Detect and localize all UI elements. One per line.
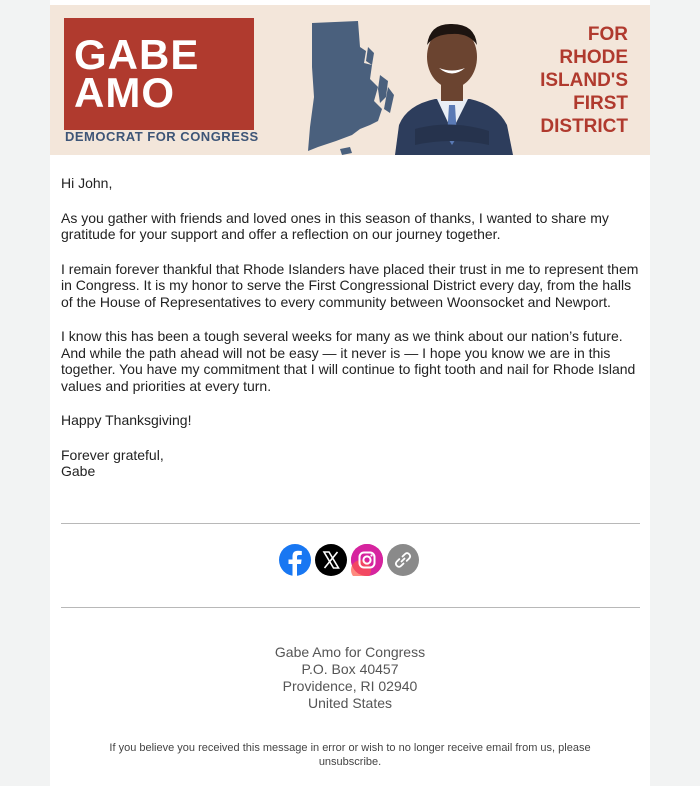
message-paragraph: As you gather with friends and loved ones in this season of thanks, I wanted to share my gratitude for your support and offer a reflection on our journey together. (61, 209, 609, 242)
closing-line: Happy Thanksgiving! (61, 412, 192, 428)
header-banner (50, 5, 650, 155)
footer-address (50, 644, 650, 712)
campaign-logo (64, 18, 254, 130)
x-icon[interactable] (315, 544, 347, 576)
signoff: Forever grateful, Gabe (61, 446, 164, 479)
district-heading: FOR RHODE ISLAND'S FIRST DISTRICT (540, 24, 628, 137)
message-body (61, 175, 641, 498)
divider (61, 523, 640, 524)
instagram-icon[interactable] (351, 544, 383, 576)
message-paragraph: I remain forever thankful that Rhode Islanders have placed their trust in me to represent them in Congress. It is my honor to serve the First Congressional District every day, from the halls of the House of Representatives to every community between Woonsocket and Newport. (61, 260, 639, 310)
social-links (279, 544, 419, 576)
email-container (50, 0, 650, 786)
footer-address-line: Providence, RI 02940 (282, 678, 418, 694)
campaign-tagline: DEMOCRAT FOR CONGRESS (65, 129, 259, 144)
divider (61, 607, 640, 608)
footer-org: Gabe Amo for Congress (274, 644, 426, 660)
greeting: Hi John, (61, 175, 113, 191)
link-icon[interactable] (387, 544, 419, 576)
footer-address-line: P.O. Box 40457 (301, 661, 399, 677)
facebook-icon[interactable] (279, 544, 311, 576)
footer-country: United States (307, 695, 393, 711)
unsubscribe-disclaimer[interactable]: If you believe you received this message in error or wish to no longer receive email from us, please unsubscribe. (109, 742, 591, 768)
candidate-name: GABE AMO (74, 31, 200, 116)
message-paragraph: I know this has been a tough several weeks for many as we think about our nation’s future. And while the path ahead will not be easy — it never is — I hope you know we are in this together. You have my commitment that I will continue to fight tooth and nail for Rhode Island values and priorities at every turn. (61, 328, 636, 394)
